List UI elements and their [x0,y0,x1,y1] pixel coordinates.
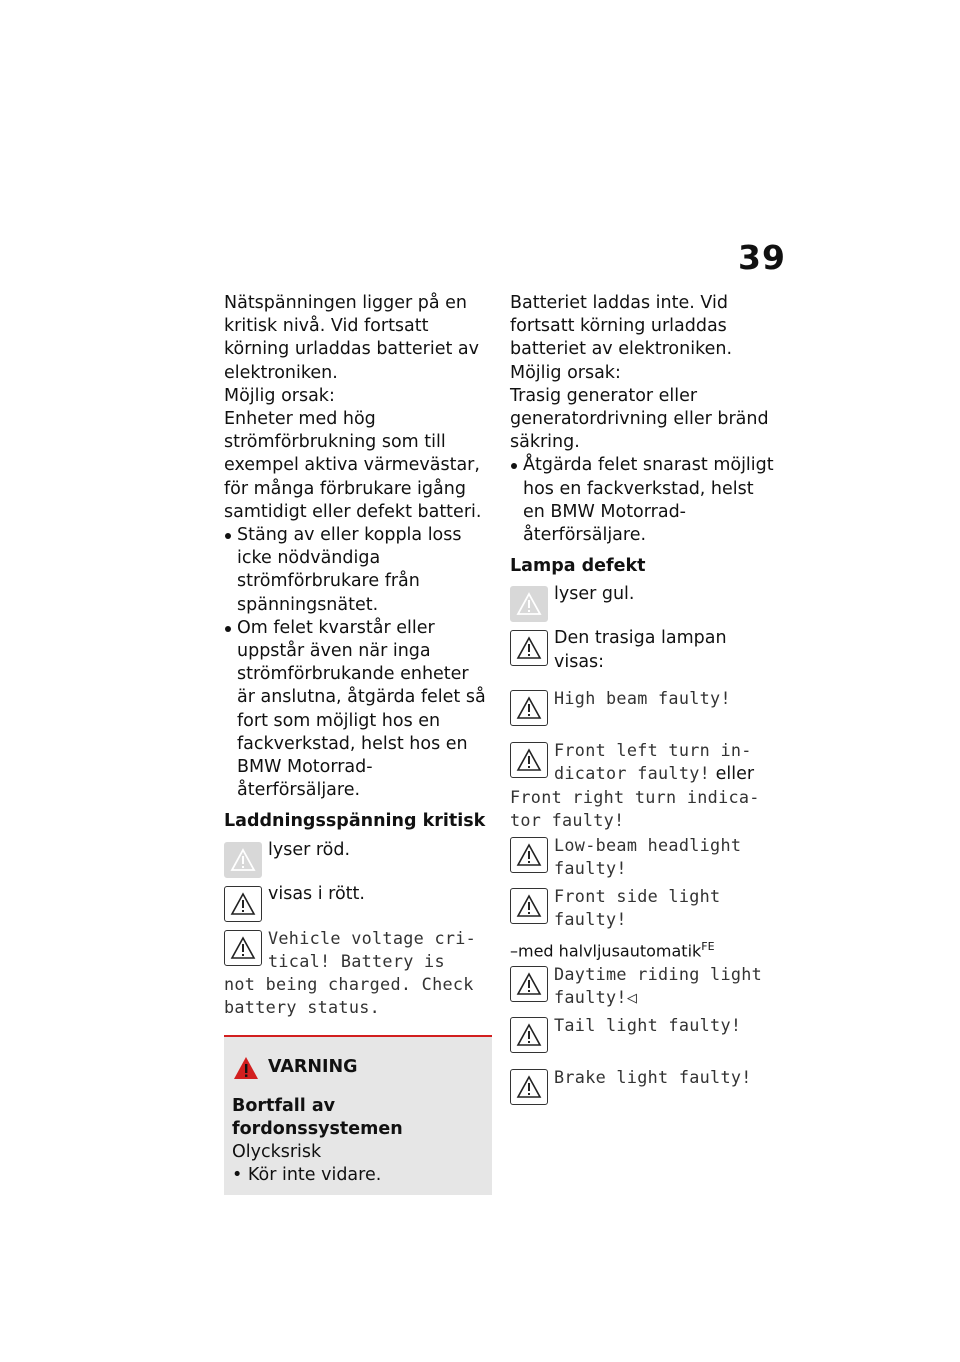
message-line: Daytime riding light [554,963,763,984]
message-row-low-beam [510,834,778,880]
message-line: not being charged. Check [224,973,474,994]
left-cause-label: Möjlig orsak: [224,385,335,406]
warning-triangle-icon [510,1069,548,1105]
left-bullet-1: Stäng av eller koppla loss icke nödvändiga strömförbrukare från spänningsnätet. [224,524,492,617]
indicator-red-text: lyser röd. [268,839,351,860]
warning-sign-icon [232,1055,260,1081]
warning-triangle-icon [510,690,548,726]
warning-triangle-icon [510,742,548,778]
warning-risk: Olycksrisk [232,1142,322,1163]
warning-triangle-icon [510,1017,548,1053]
warning-triangle-icon [510,630,548,666]
warning-triangle-icon [224,930,262,966]
message-row-side-light [510,885,778,931]
left-bullet-2: Om felet kvarstår eller uppstår även när inga strömförbrukande enheter är anslutna, åtgärda felet så fort som möjligt hos en fackverkstad, helst hos en BMW Motorrad-återförsäljare. [224,617,492,803]
section-heading-lamp-defect: Lampa defekt [510,556,646,577]
indicator-row-message [224,927,492,973]
right-cause-text: Trasig generator eller generatordrivning eller bränd säkring. [510,385,769,453]
option-fe-sup: FE [701,940,715,954]
right-intro-paragraph: Batteriet laddas inte. Vid fortsatt körning urladdas batteriet av elektroniken. [510,293,733,360]
option-fe-text: –med halvljusautomatik [510,941,702,961]
left-intro-paragraph: Nätspänningen ligger på en kritisk nivå. Vid fortsatt körning urladdas batteriet av elektroniken. [224,293,479,383]
warning-title: VARNING [268,1057,358,1078]
right-bullet-1: Åtgärda felet snarast möjligt hos en fackverkstad, helst en BMW Motorrad-återförsäljare. [510,454,778,547]
message-row-brake-light [510,1066,778,1105]
indicator-row-yellow [510,583,778,622]
right-cause-label: Möjlig orsak: [510,362,621,383]
indicator-row-lamp-display [510,627,778,673]
indicator-lamp-display-text: Den trasiga lampan visas: [554,628,727,672]
indicator-row-red [224,839,492,878]
message-line: Front left turn in- [554,739,752,760]
left-column [224,292,492,1195]
message-row-turn-indicator [510,739,778,786]
warning-triangle-icon [510,888,548,924]
message-line: faulty! [554,858,627,879]
right-column [510,292,778,1105]
option-fe-line [510,935,778,963]
warning-triangle-icon [224,886,262,922]
message-line: dicator faulty! [554,762,711,783]
message-line: faulty!◁ [554,986,638,1007]
message-line: Front side light [554,886,721,907]
indicator-yellow-text: lyser gul. [554,584,635,605]
message-line: tor faulty! [510,810,625,831]
message-row-tail-light [510,1014,778,1053]
warning-action: • Kör inte vidare. [232,1165,382,1186]
warning-triangle-icon [510,837,548,873]
or-text: eller [715,763,755,784]
left-cause-text: Enheter med hög strömförbrukning som till exempel aktiva värmevästar, för många förbrukare igång samtidigt eller defekt batteri. [224,409,482,522]
message-tail-light: Tail light faulty! [554,1014,742,1035]
message-row-daytime [510,963,778,1009]
message-brake-light: Brake light faulty! [554,1066,752,1087]
message-line: Low-beam headlight [554,835,742,856]
message-line: faulty! [554,909,627,930]
message-high-beam: High beam faulty! [554,687,731,708]
indicator-row-display [224,883,492,922]
warning-triangle-icon [510,966,548,1002]
message-row-high-beam [510,687,778,726]
indicator-display-text: visas i rött. [268,883,365,904]
message-line: Front right turn indica- [510,787,760,808]
warning-triangle-icon [510,586,548,622]
section-heading-charging-voltage: Laddningsspänning kritisk [224,811,486,832]
message-line: Vehicle voltage cri- [268,927,477,948]
message-line: battery status. [224,996,381,1017]
warning-subtitle: Bortfall av fordonssystemen [232,1095,403,1139]
warning-triangle-icon [224,842,262,878]
message-line: tical! Battery is [268,950,445,971]
page-number: 39 [738,238,786,277]
warning-box [224,1035,492,1196]
